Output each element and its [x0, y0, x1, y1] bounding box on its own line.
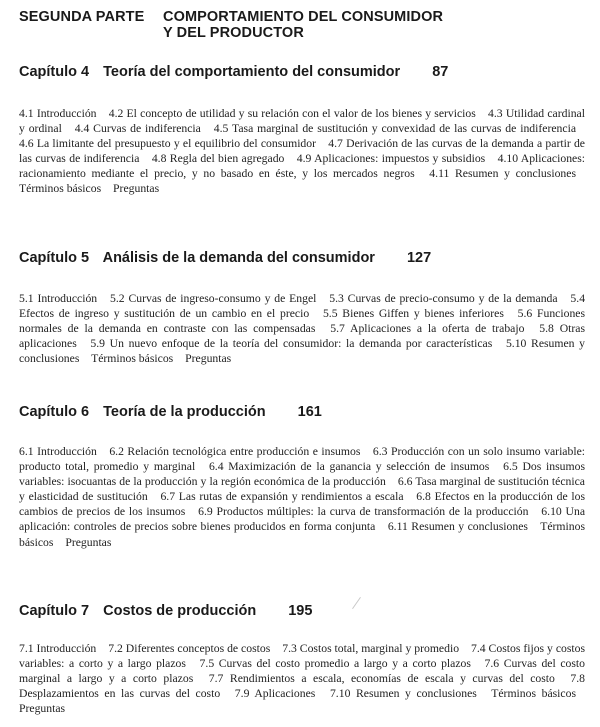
- contents-item: 7.5 Curvas del costo promedio a largo y a corto plazos: [199, 657, 471, 671]
- part-label: SEGUNDA PARTE: [19, 9, 145, 25]
- contents-item: Preguntas: [19, 702, 66, 716]
- contents-item: 6.2 Relación tecnológica entre producción e insumos: [109, 445, 361, 458]
- contents-item: 6.6 Tasa marginal de sustitución técnica y elasticidad de sustitución: [19, 475, 585, 504]
- contents-item: 4.6 La limitante del presupuesto y el equilibrio del consumidor: [19, 137, 317, 151]
- part-heading: [19, 9, 443, 41]
- contents-item: Términos básicos: [19, 182, 102, 196]
- scan-mark: [352, 597, 361, 609]
- contents-item: 4.8 Regla del bien agregado: [151, 152, 285, 166]
- chapter-5-contents: [19, 291, 585, 366]
- chapter-page: 127: [406, 250, 432, 266]
- contents-item: 6.10 Una aplicación: controles de precios sobre bienes producidos en forma conjunta: [19, 505, 586, 534]
- contents-item: 5.2 Curvas de ingreso-consumo y de Engel: [110, 292, 317, 305]
- contents-item: 4.1 Introducción: [19, 107, 97, 120]
- chapter-page: 161: [297, 404, 322, 420]
- contents-item: Términos básicos: [491, 687, 577, 701]
- chapter-number: Capítulo 4: [19, 64, 90, 80]
- chapter-title: Teoría del comportamiento del consumidor: [103, 64, 401, 80]
- chapter-number: Capítulo 7: [19, 603, 90, 619]
- contents-item: 5.5 Bienes Giffen y bienes inferiores: [322, 307, 504, 321]
- contents-item: 6.5 Dos insumos variables: isocuantas de la producción y la región económica de la producción: [19, 460, 585, 489]
- chapter-page: 87: [432, 64, 449, 80]
- chapter-number: Capítulo 5: [19, 250, 90, 266]
- chapter-7-heading: [19, 603, 312, 619]
- contents-item: 7.7 Rendimientos a escala, economías de escala y curvas del costo: [208, 672, 555, 686]
- chapter-4-contents: [19, 106, 585, 197]
- chapter-page: 195: [288, 603, 313, 619]
- contents-item: 6.8 Efectos en la producción de los cambios de precios de los insumos: [19, 490, 586, 519]
- contents-item: 5.3 Curvas de precio-consumo y de la demanda: [329, 292, 558, 305]
- chapter-title: Costos de producción: [103, 603, 257, 619]
- contents-item: 7.3 Costos total, marginal y promedio: [282, 642, 460, 655]
- chapter-5-heading: [19, 250, 431, 266]
- chapter-7-contents: [19, 641, 585, 716]
- contents-item: Preguntas: [113, 182, 160, 196]
- contents-item: 7.8 Desplazamientos en las curvas del costo: [19, 672, 586, 701]
- contents-item: 4.11 Resumen y conclusiones: [429, 167, 576, 181]
- contents-item: 6.1 Introducción: [19, 445, 97, 458]
- contents-item: 5.1 Introducción: [19, 292, 98, 305]
- contents-item: 5.9 Un nuevo enfoque de la teoría del consumidor: la demanda por características: [90, 337, 493, 351]
- contents-item: 6.9 Productos múltiples: la curva de transformación de la producción: [198, 505, 529, 519]
- contents-item: 6.7 Las rutas de expansión y rendimientos a escala: [160, 490, 404, 504]
- contents-item: 7.6 Curvas del costo marginal a largo y a corto plazos: [19, 657, 586, 686]
- contents-item: 7.2 Diferentes conceptos de costos: [108, 642, 271, 655]
- chapter-6-contents: [19, 444, 585, 550]
- contents-item: 4.7 Derivación de las curvas de la demanda a partir de las curvas de indiferencia: [19, 137, 585, 166]
- contents-item: 7.4 Costos fijos y costos variables: a corto y a largo plazos: [19, 642, 586, 671]
- contents-item: 6.4 Maximización de la ganancia y selección de insumos: [208, 460, 490, 474]
- part-title-line-2: Y DEL PRODUCTOR: [163, 25, 304, 41]
- contents-item: 4.9 Aplicaciones: impuestos y subsidios: [296, 152, 486, 166]
- contents-item: 5.8 Otras aplicaciones: [19, 322, 586, 351]
- chapter-title: Teoría de la producción: [103, 404, 266, 420]
- chapter-number: Capítulo 6: [19, 404, 90, 420]
- contents-item: Preguntas: [65, 535, 112, 549]
- contents-item: 7.1 Introducción: [19, 642, 97, 655]
- contents-item: 4.5 Tasa marginal de sustitución y convexidad de las curvas de indiferencia: [213, 122, 577, 136]
- contents-item: 5.7 Aplicaciones a la oferta de trabajo: [330, 322, 525, 336]
- chapter-4-heading: [19, 64, 448, 80]
- chapter-6-heading: [19, 404, 322, 420]
- part-title-line-1: COMPORTAMIENTO DEL CONSUMIDOR: [163, 9, 444, 25]
- contents-item: 6.3 Producción con un solo insumo variable: producto total, promedio y marginal: [19, 445, 586, 474]
- contents-item: Preguntas: [185, 352, 232, 366]
- contents-item: 5.4 Efectos de ingreso y sustitución de un cambio en el precio: [19, 292, 586, 321]
- contents-item: 4.4 Curvas de indiferencia: [74, 122, 201, 136]
- contents-item: 5.6 Funciones normales de la demanda en contraste con las compensadas: [19, 307, 586, 336]
- contents-item: 5.10 Resumen y conclusiones: [19, 337, 586, 366]
- contents-item: 4.10 Aplicaciones: racionamiento mediante el precio, y no basado en éste, y los mercados negros: [19, 152, 586, 181]
- contents-item: 7.9 Aplicaciones: [234, 687, 316, 701]
- contents-item: 7.10 Resumen y conclusiones: [329, 687, 477, 701]
- contents-item: Términos básicos: [91, 352, 174, 366]
- chapter-title: Análisis de la demanda del consumidor: [102, 250, 375, 266]
- contents-item: 4.2 El concepto de utilidad y su relación con el valor de los bienes y servicios: [108, 107, 476, 120]
- contents-item: Términos básicos: [19, 520, 586, 549]
- contents-item: 4.3 Utilidad cardinal y ordinal: [19, 107, 585, 136]
- contents-item: 6.11 Resumen y conclusiones: [387, 520, 528, 534]
